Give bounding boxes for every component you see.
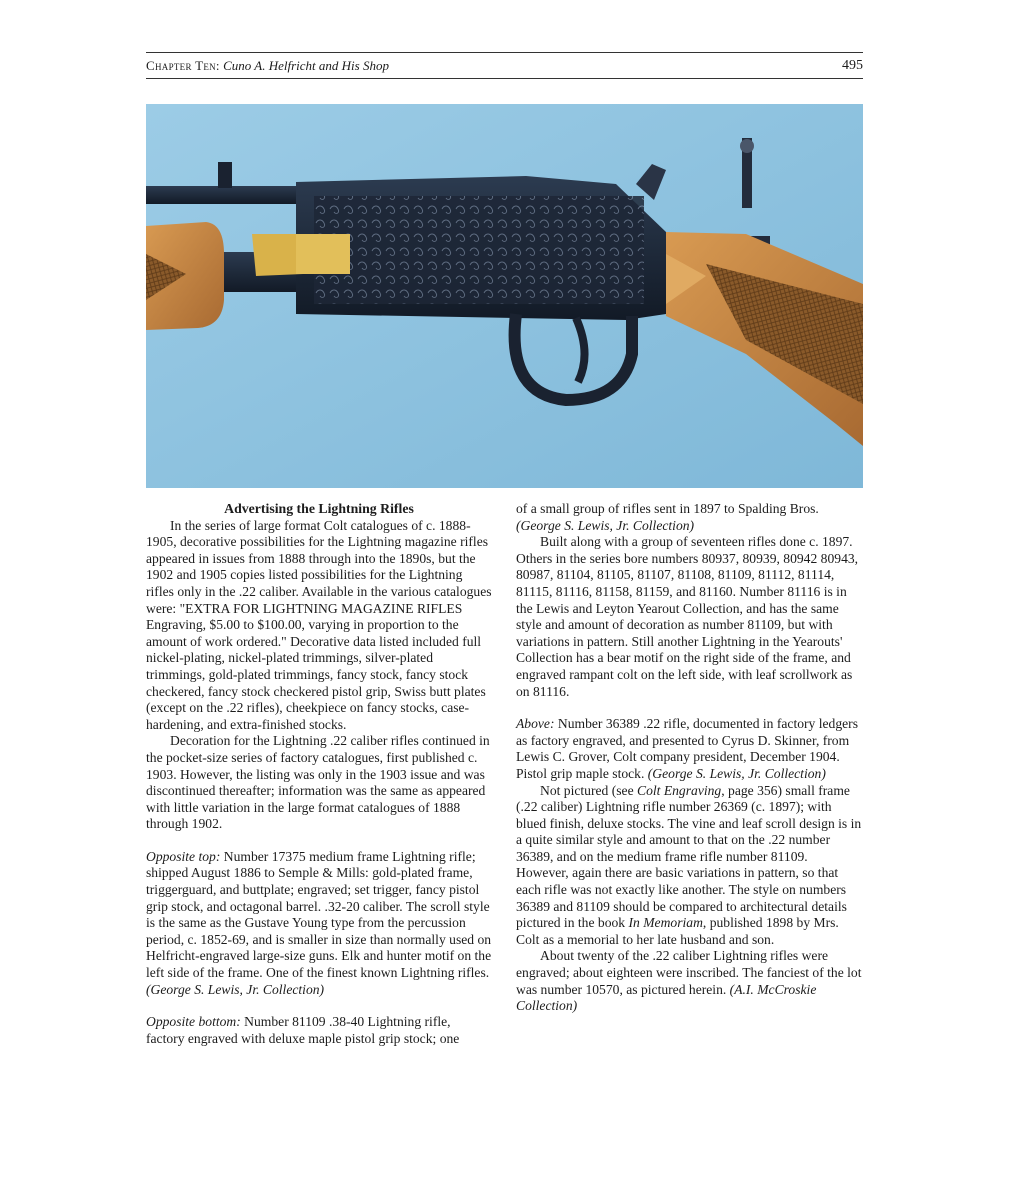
rifle-illustration (146, 104, 863, 488)
page-number: 495 (842, 58, 863, 73)
paragraph-pocket-catalogues: Decoration for the Lightning .22 caliber rifles continued in the pocket-size series of factory catalogues, first published c. 1903. However, the listing was only in the 1903 issue and was discontinued thereafter; information was the same as appeared with little variation in the large format catalogues of 1888 through 1902. (146, 733, 490, 832)
caption-label: Above: (516, 716, 555, 732)
caption-opposite-top (146, 849, 492, 998)
caption-credit: (George S. Lewis, Jr. Collection) (146, 981, 325, 997)
book-title: In Memoriam (628, 915, 703, 931)
front-sight (218, 162, 232, 188)
text-run: , page 356) small frame (.22 caliber) Lightning rifle number 26369 (c. 1897); with blued finish, deluxe stocks. The vine and leaf scroll design is in a quite similar style and amount to that on the .22 number 36389, and on the medium frame rifle number 81109. However, again there are basic variations in pattern, so that each rifle was not exactly like another. The style on numbers 36389 and 81109 should be compared to architectural details pictured in the book (516, 782, 862, 931)
tang-sight-aperture (740, 139, 754, 153)
gold-slide-plate (296, 234, 350, 274)
section-heading: Advertising the Lightning Rifles (224, 501, 414, 516)
rifle-photograph (146, 104, 863, 488)
text-run: , published 1898 by Mrs. Colt as a memorial to her late husband and son. (516, 915, 839, 947)
paragraph-catalogues: In the series of large format Colt catalogues of c. 1888-1905, decorative possibilities for the Lightning magazine rifles appeared in issues from 1888 through into the 1890s, but the 1902 and 1905 copies listed possibilities for the Lightning rifles only in the .22 caliber. Available in the various catalogues were: "EXTRA FOR LIGHTNING MAGAZINE RIFLES Engraving, $5.00 to $100.00, varying in proportion to the amount of work ordered." Decorative data listed included full nickel-plating, nickel-plated trimmings, silver-plated trimmings, gold-plated trimmings, fancy stock, fancy stock checkered, fancy stock checkered pistol grip, Swiss butt plates (except on the .22 rifles), cheekpiece on fancy stocks, case-hardening, and extra-finished stocks. (146, 517, 492, 732)
left-text-column (146, 501, 492, 1047)
caption-text: Number 17375 medium frame Lightning rifle; shipped August 1886 to Semple & Mills: gold-plated frame, triggerguard, and buttplate; engraved; set trigger, fancy pistol grip stock, and octagonal barrel. .32-20 caliber. The scroll style is the same as the Gustave Young type from the percussion period, c. 1852-69, and is smaller in size than normally used on Helfricht-engraved large-size guns. Elk and hunter motif on the left side of the frame. One of the finest known Lightning rifles. (146, 848, 492, 981)
receiver-engraving (314, 196, 644, 304)
running-head (146, 57, 863, 75)
chapter-label: Chapter Ten: (146, 58, 220, 73)
caption-credit: (George S. Lewis, Jr. Collection) (516, 517, 695, 533)
chapter-subtitle: Cuno A. Helfricht and His Shop (223, 58, 389, 73)
caption-text: of a small group of rifles sent in 1897 to Spalding Bros. (516, 501, 819, 516)
caption-credit: (George S. Lewis, Jr. Collection) (647, 765, 826, 781)
right-text-column (516, 501, 863, 1015)
caption-above (516, 716, 863, 782)
caption-label: Opposite bottom: (146, 1014, 241, 1030)
book-reference: Colt Engraving (637, 782, 722, 798)
paragraph-not-pictured (516, 783, 863, 949)
text-run: Not pictured (see (540, 782, 638, 798)
text-run: About twenty of the .22 caliber Lightning rifles were engraved; about eighteen were inscribed. The fanciest of the lot was number 10570, as pictured herein. (516, 948, 862, 997)
caption-label: Opposite top: (146, 848, 221, 864)
header-rule-bottom (146, 78, 863, 79)
caption-continued (516, 501, 863, 534)
barrel (146, 186, 316, 204)
header-rule-top (146, 52, 863, 53)
caption-text: Number 36389 .22 rifle, documented in factory ledgers as factory engraved, and presented to Cyrus D. Skinner, from Lewis C. Grover, Colt company president, December 1904. Pistol grip maple stock. (516, 716, 859, 781)
caption-credit: (A.I. McCroskie Collection) (516, 981, 817, 1014)
paragraph-serial-group: Built along with a group of seventeen rifles done c. 1897. Others in the series bore numbers 80937, 80939, 80942 80943, 80987, 81104, 81105, 81107, 81108, 81109, 81112, 81114, 81115, 81116, 81158, 81159, and 81160. Number 81116 is in the Lewis and Leyton Yearout Collection, and has the same style and amount of decoration as number 81109, but with variations in pattern. Still another Lightning in the Yearouts' Collection has a bear motif on the right side of the frame, and engraved rampant colt on the left side, with leaf scrollwork as on 81116. (516, 534, 859, 699)
caption-text: Number 81109 .38-40 Lightning rifle, factory engraved with deluxe maple pistol grip stock; one (146, 1014, 460, 1046)
paragraph-twenty-rifles (516, 948, 863, 1014)
caption-opposite-bottom (146, 1014, 492, 1047)
